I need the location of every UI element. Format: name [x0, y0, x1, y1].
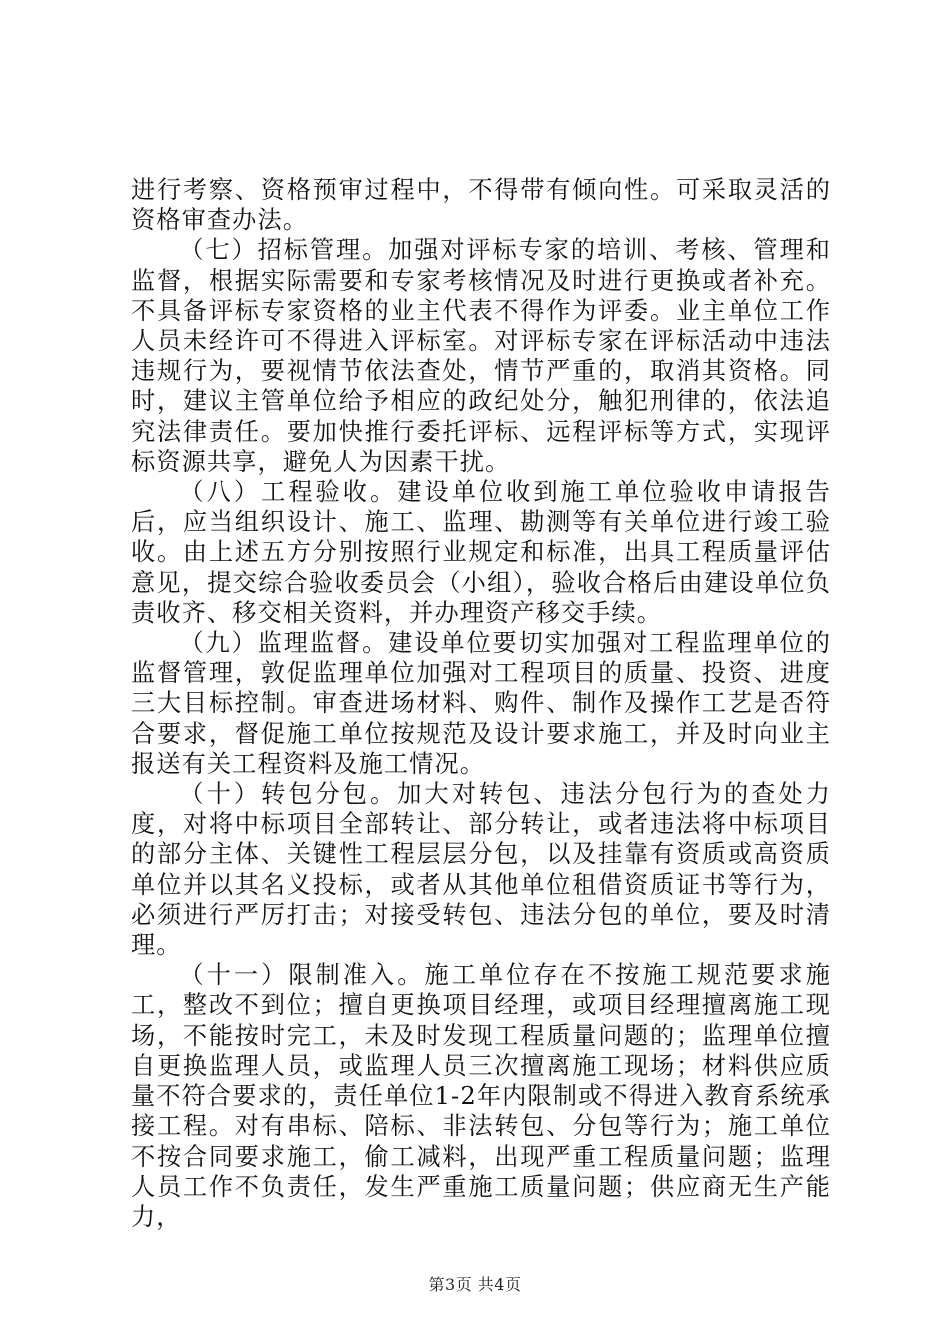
paragraph-continuation: 进行考察、资格预审过程中，不得带有倾向性。可采取灵活的资格审查办法。 — [131, 176, 831, 235]
paragraph-bid-management: （七）招标管理。加强对评标专家的培训、考核、管理和监督，根据实际需要和专家考核情况及时进行更换或者补充。不具备评标专家资格的业主代表不得作为评委。业主单位工作人员未经许可不得进入评标室。对评标专家在评标活动中违法违规行为，要视情节依法查处，情节严重的，取消其资格。同时，建议主管单位给予相应的政纪处分，触犯刑律的，依法追究法律责任。要加快推行委托评标、远程评标等方式，实现评标资源共享，避免人为因素干扰。 — [131, 236, 831, 476]
paragraph-access-restriction: （十一）限制准入。施工单位存在不按施工规范要求施工，整改不到位；擅自更换项目经理，或项目经理擅离施工现场，不能按时完工，未及时发现工程质量问题的；监理单位擅自更换监理人员，或监理人员三次擅离施工现场；材料供应质量不符合要求的，责任单位1-2年内限制或不得进入教育系统承接工程。对有串标、陪标、非法转包、分包等行为；施工单位不按合同要求施工，偷工减料，出现严重工程质量问题；监理人员工作不负责任，发生严重施工质量问题；供应商无生产能力， — [131, 961, 831, 1231]
document-body — [131, 175, 831, 1232]
paragraph-project-acceptance: （八）工程验收。建设单位收到施工单位验收申请报告后，应当组织设计、施工、监理、勘测等有关单位进行竣工验收。由上述五方分别按照行业规定和标准，出具工程质量评估意见，提交综合验收委员会（小组），验收合格后由建设单位负责收齐、移交相关资料，并办理资产移交手续。 — [131, 478, 831, 627]
paragraph-subcontracting: （十）转包分包。加大对转包、违法分包行为的查处力度，对将中标项目全部转让、部分转让，或者违法将中标项目的部分主体、关键性工程层层分包，以及挂靠有资质或高资质单位并以其名义投标，或者从其他单位租借资质证书等行为，必须进行严厉打击；对接受转包、违法分包的单位，要及时清理。 — [131, 780, 831, 960]
page-number-footer: 第3页 共4页 — [428, 1275, 522, 1294]
paragraph-supervision: （九）监理监督。建设单位要切实加强对工程监理单位的监督管理，敦促监理单位加强对工程项目的质量、投资、进度三大目标控制。审查进场材料、购件、制作及操作工艺是否符合要求，督促施工单位按规范及设计要求施工，并及时向业主报送有关工程资料及施工情况。 — [131, 629, 831, 778]
